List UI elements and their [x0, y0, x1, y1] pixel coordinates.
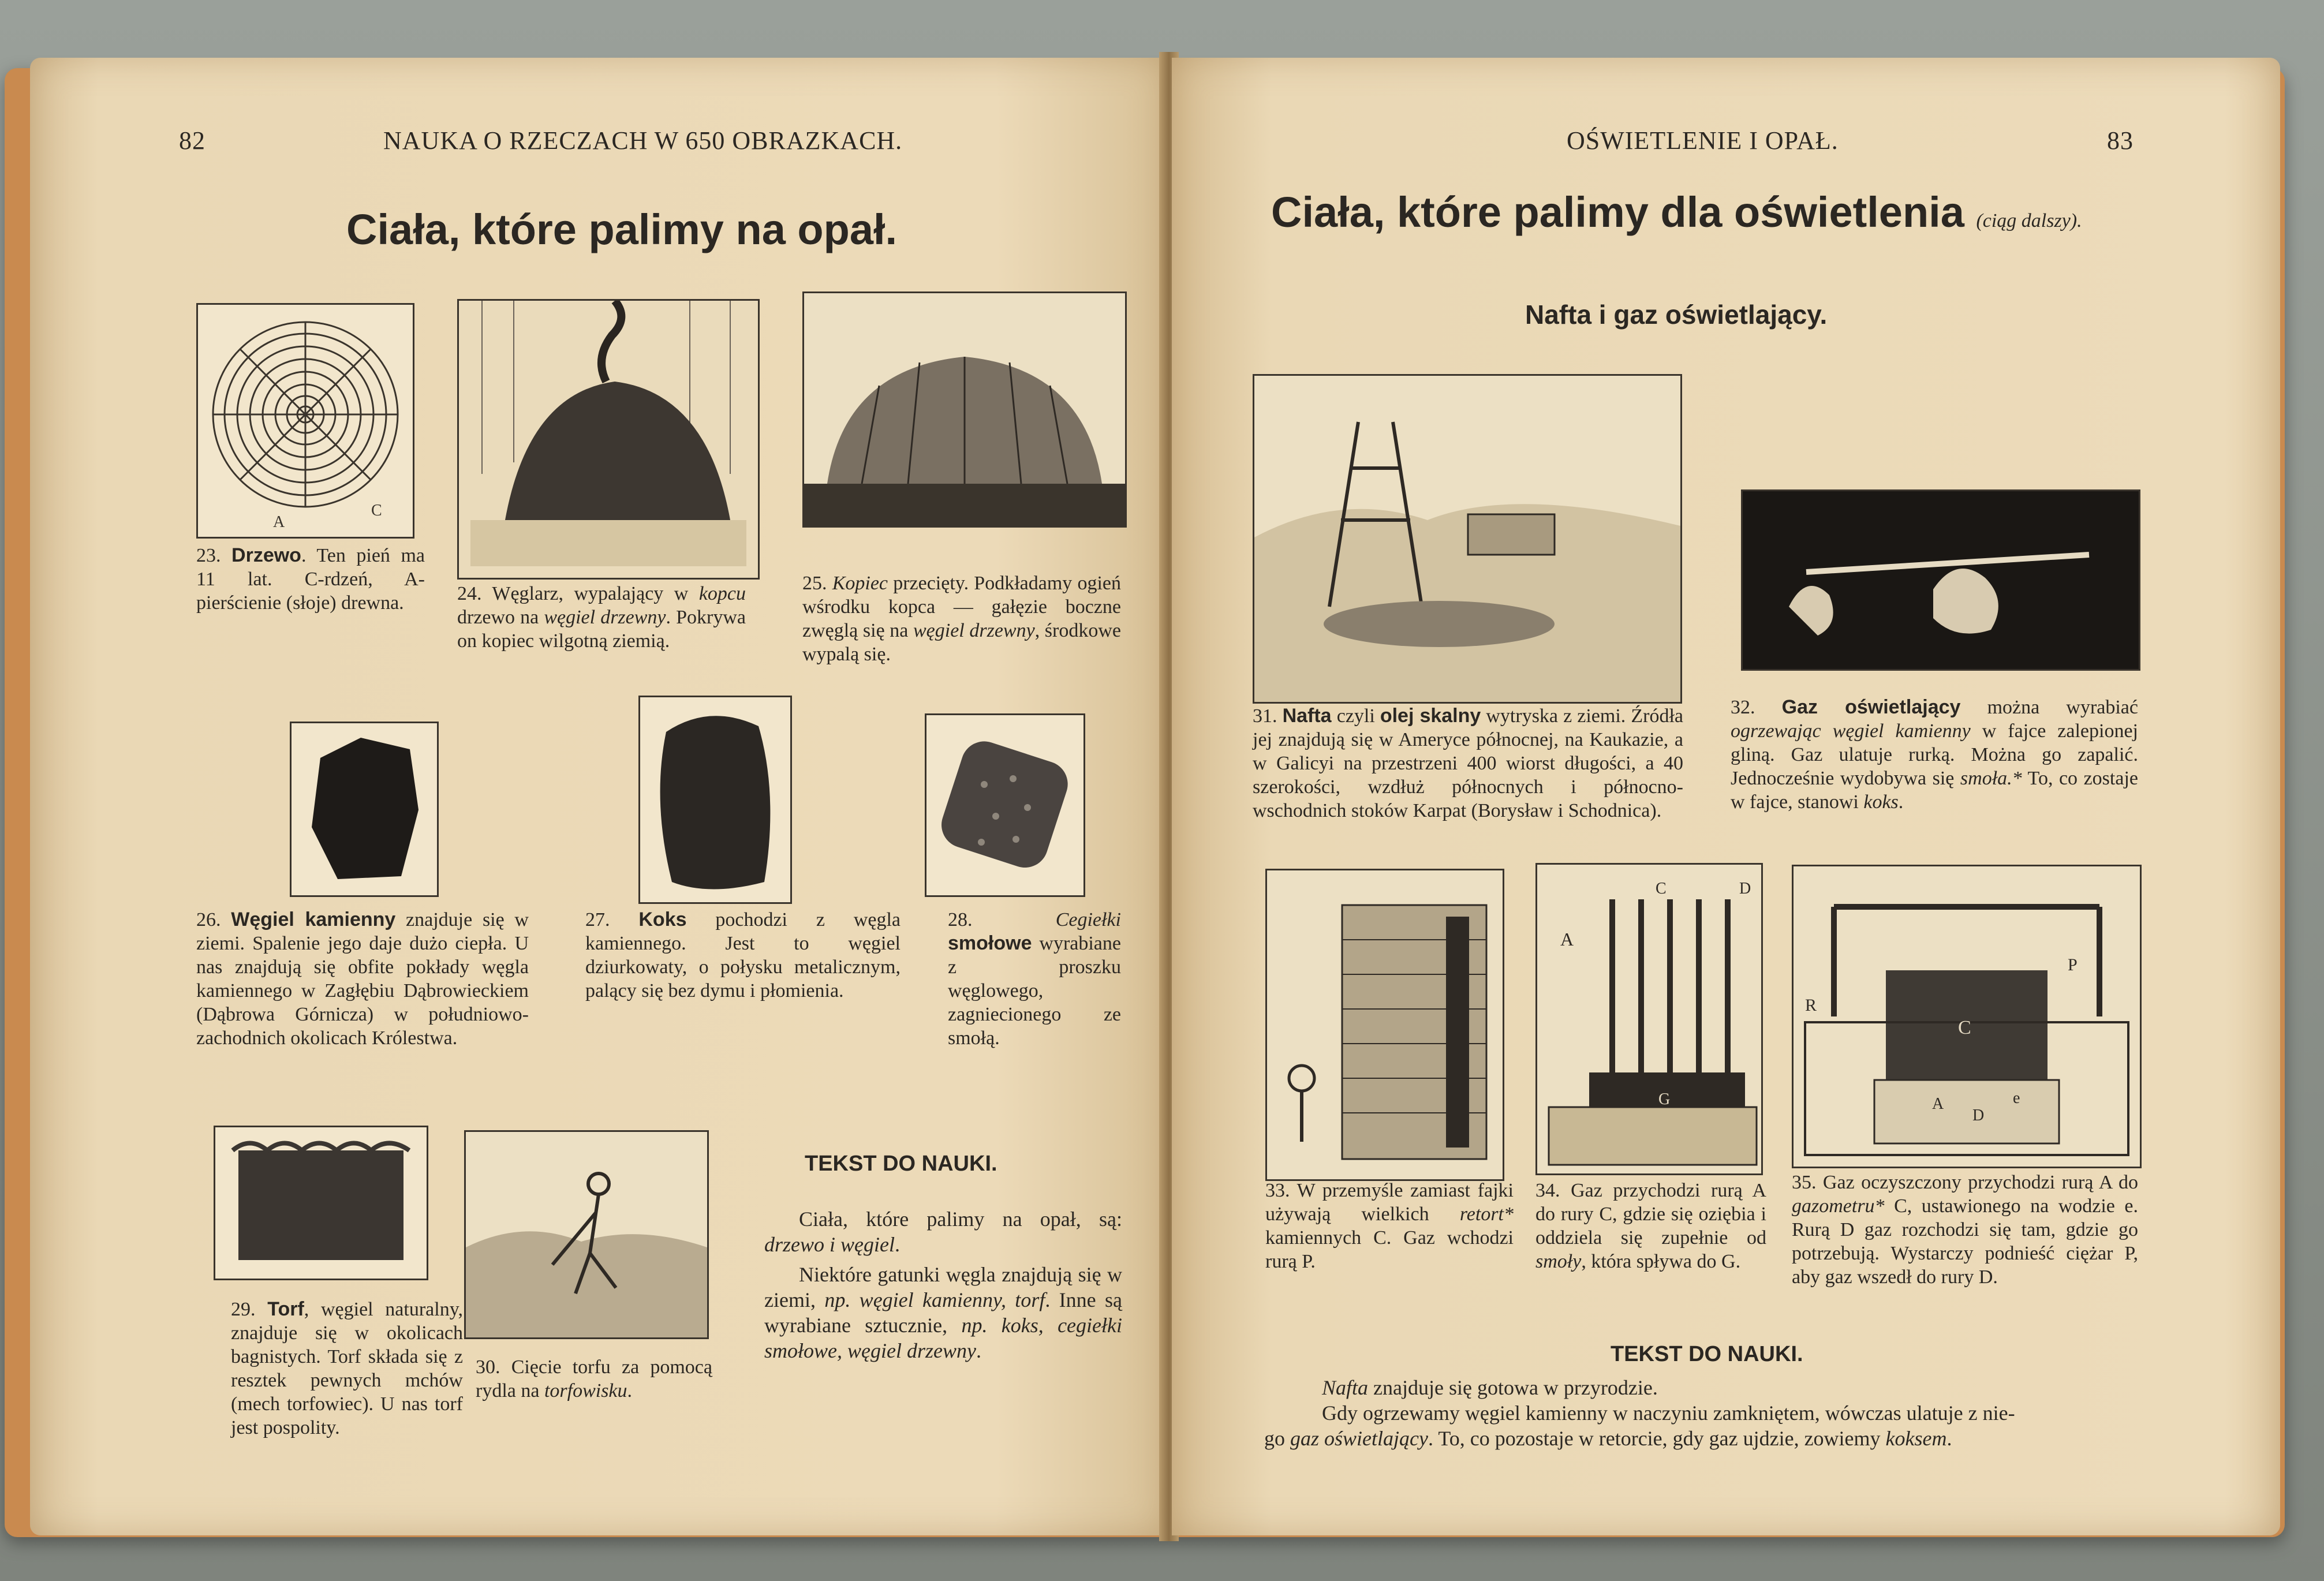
figure-35-label-r: R: [1805, 996, 1817, 1015]
right-title-note: (ciąg dalszy).: [1976, 210, 2082, 231]
figure-32-gas-pipe: [1741, 489, 2140, 671]
figure-31-oil-well: [1253, 374, 1682, 704]
figure-35-label-e: e: [2013, 1089, 2020, 1107]
caption-23: 23. Drzewo. Ten pień ma 11 lat. C-rdzeń, A-pierścienie (słoje) drewna.: [196, 544, 425, 614]
figure-23-label-c: C: [371, 502, 382, 519]
figure-34-label-c: C: [1656, 880, 1667, 898]
right-running-head: OŚWIETLENIE I OPAŁ.: [1567, 126, 1839, 155]
figure-35-label-c: C: [1958, 1017, 1971, 1038]
right-page-number: 83: [2107, 126, 2134, 155]
figure-35-label-a: A: [1932, 1095, 1944, 1113]
figure-35-label-d: D: [1972, 1107, 1985, 1124]
right-page-subtitle: Nafta i gaz oświetlający.: [1525, 300, 1828, 330]
caption-25: 25. Kopiec przecięty. Podkładamy ogień wśrodku kopca — gałęzie boczne zwęglą się na węgiel drzewny, środkowe wypalą się.: [802, 573, 1122, 665]
caption-34: 34. Gaz przychodzi rurą A do rury C, gdzie się oziębia i oddziela się zupełnie od smoły, która spływa do G.: [1535, 1180, 1766, 1272]
left-page-title: Ciała, które palimy na opał.: [346, 205, 898, 253]
right-study-heading: TEKST DO NAUKI.: [1611, 1342, 1803, 1366]
figure-29-peat: [214, 1126, 428, 1280]
figure-28-tar-briquette: [925, 713, 1085, 897]
figure-34-label-a: A: [1560, 929, 1574, 950]
left-study-text: Ciała, które palimy na opał, są: drzewo i węgiel. Niektóre gatunki węgla znajdują się w ziemi, np. węgiel kamienny, torf. Inne są wyrabiane sztucznie, np. koks, cegiełki smołowe, węgiel drzewny.: [764, 1208, 1122, 1362]
left-study-heading: TEKST DO NAUKI.: [805, 1152, 997, 1176]
caption-28: 28. Cegiełki smołowe wyrabiane z proszku węglowego, zagniecionego ze smołą.: [948, 909, 1121, 1049]
right-page-title: [1271, 188, 2082, 237]
right-study-text: Nafta znajduje się gotowa w przyrodzie. Gdy ogrzewamy węgiel kamienny w naczyniu zamkniętem, wówczas ulatuje z nie- go gaz oświetlający. To, co pozostaje w retorcie, gdy gaz ujdzie, zowiemy koksem.: [1264, 1376, 2015, 1450]
figure-24-charcoal-kiln: [457, 299, 760, 580]
left-page: [30, 58, 1166, 1535]
figure-23-label-a: A: [273, 513, 285, 531]
figure-34-label-d: D: [1739, 880, 1751, 898]
caption-24: 24. Węglarz, wypalający w kopcu drzewo na węgiel drzewny. Pokrywa on kopiec wilgotną ziemią.: [457, 583, 746, 652]
figure-34-condenser: [1535, 863, 1763, 1175]
right-title-main: Ciała, które palimy dla oświetlenia: [1271, 188, 1964, 236]
figure-35-label-p: P: [2068, 955, 2078, 974]
figure-27-coke: [638, 696, 792, 904]
figure-30-peat-cutting: [464, 1130, 709, 1339]
left-running-head: NAUKA O RZECZACH W 650 OBRAZKACH.: [383, 126, 903, 155]
figure-35-gasometer: [1792, 865, 2142, 1168]
caption-26: 26. Węgiel kamienny znajduje się w ziemi. Spalenie jego daje dużo ciepła. U nas znajdują się obfite pokłady węgla kamiennego w Zagłębiu Dąbrowieckiem (Dąbrowa Górnicza) w południowo-zachodnich okolicach Królestwa.: [196, 909, 529, 1049]
figure-23-tree-trunk: [196, 303, 414, 539]
caption-30: 30. Cięcie torfu za pomocą rydla na torfowisku.: [476, 1356, 712, 1401]
figure-25-kiln-section: [802, 291, 1127, 528]
caption-33: 33. W przemyśle zamiast fajki używają wielkich retort* kamiennych C. Gaz wchodzi rurą P.: [1265, 1180, 1514, 1272]
figure-34-label-g: G: [1658, 1090, 1671, 1108]
left-page-number: 82: [179, 126, 206, 155]
caption-27: 27. Koks pochodzi z węgla kamiennego. Jest to węgiel dziurkowaty, o połysku metalicznym, palący się bez dymu i płomienia.: [585, 909, 901, 1001]
right-page: [1172, 58, 2280, 1535]
caption-31: 31. Nafta czyli olej skalny wytryska z ziemi. Źródła jej znajdują się w Ameryce północnej, na Kaukazie, a w Galicyi na przestrzeni 400 wiorst długości, a 40 szerokości, wzdłuż północnych i północno-wschodnich stoków Karpat (Borysław i Schodnica).: [1253, 705, 1683, 821]
caption-29: 29. Torf, węgiel naturalny, znajduje się w okolicach bagnistych. Torf składa się z resztek pewnych mchów (mech torfowiec). U nas torf jest pospolity.: [231, 1298, 463, 1438]
figure-33-retort-furnace: [1265, 869, 1504, 1181]
figure-26-coal: [290, 722, 439, 897]
caption-32: 32. Gaz oświetlający można wyrabiać ogrzewając węgiel kamienny w fajce zalepionej gliną. Gaz ulatuje rurką. Można go zapalić. Jednocześnie wydobywa się smoła.* To, co zostaje w fajce, stanowi koks.: [1731, 696, 2139, 813]
caption-35: 35. Gaz oczyszczony przychodzi rurą A do gazometru* C, ustawionego na wodzie e. Rurą D gaz rozchodzi się tam, gdzie go potrzebują. Wystarczy podnieść ciężar P, aby gaz wszedł do rury D.: [1792, 1172, 2139, 1288]
